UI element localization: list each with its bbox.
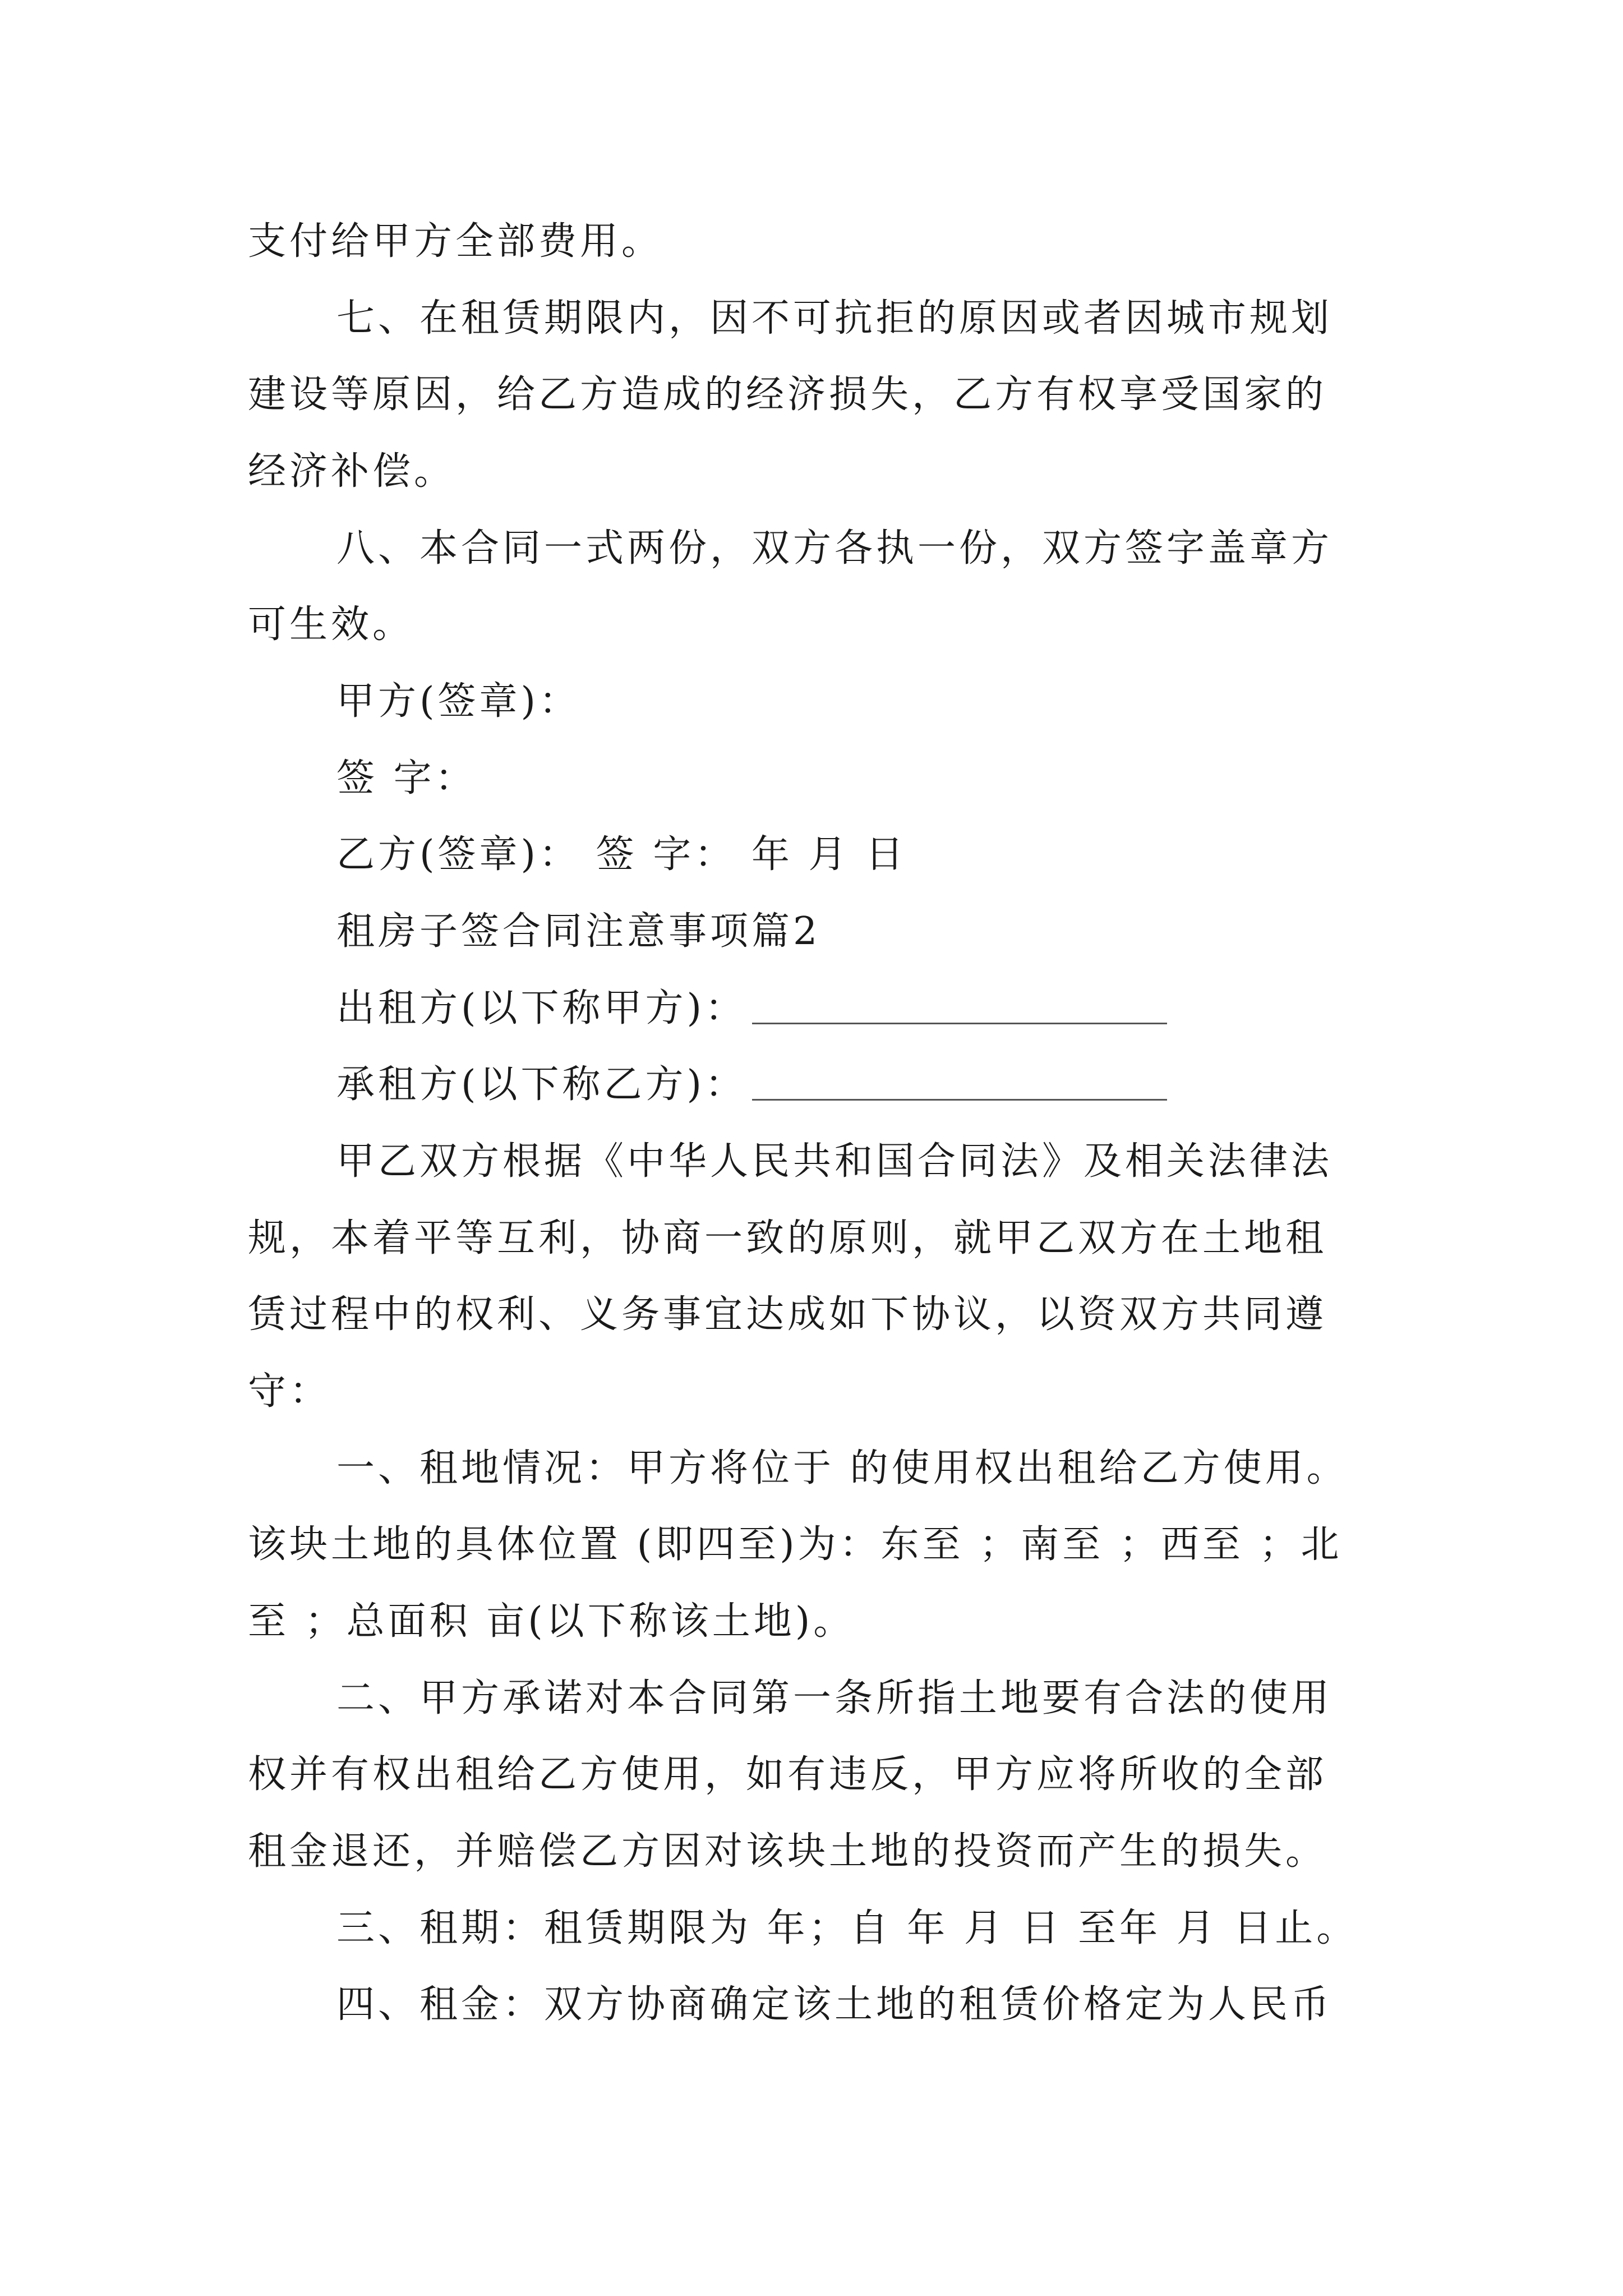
lessor-line [336, 983, 1167, 1034]
article-1-line-1: 一、租地情况：甲方将位于 的使用权出租给乙方使用。 [336, 1446, 1348, 1490]
clause-7-line-3: 经济补偿。 [248, 449, 456, 494]
article-2-line-1: 二、甲方承诺对本合同第一条所指土地要有合法的使用 [336, 1676, 1333, 1720]
clause-8-line-2: 可生效。 [248, 602, 414, 647]
article-3-line-1: 三、租期：租赁期限为 年；自 年 月 日 至年 月 日止。 [336, 1906, 1358, 1950]
party-a-seal-line: 甲方(签章)： [336, 679, 581, 724]
clause-7-line-2: 建设等原因，给乙方造成的经济损失，乙方有权享受国家的 [248, 372, 1327, 417]
article-2-line-3: 租金退还，并赔偿乙方因对该块土地的投资而产生的损失。 [248, 1829, 1327, 1874]
lessee-label: 承租方(以下称乙方)： [336, 1062, 747, 1107]
lessee-line [336, 1059, 1167, 1111]
signature-line: 签 字： [336, 756, 477, 800]
preamble-line-1: 甲乙双方根据《中华人民共和国合同法》及相关法律法 [336, 1139, 1333, 1184]
party-b-seal-line: 乙方(签章)： 签 字： 年 月 日 [336, 832, 907, 877]
clause-8-line-1: 八、本合同一式两份，双方各执一份，双方签字盖章方 [336, 526, 1333, 570]
lessor-label: 出租方(以下称甲方)： [336, 986, 747, 1030]
lessee-blank-field [752, 1098, 1167, 1101]
lessor-blank-field [752, 1022, 1167, 1024]
section-heading: 租房子签合同注意事项篇2 [336, 909, 821, 954]
article-2-line-2: 权并有权出租给乙方使用，如有违反，甲方应将所收的全部 [248, 1752, 1327, 1797]
article-1-line-2: 该块土地的具体位置 (即四至)为：东至 ；南至 ；西至 ；北 [248, 1522, 1343, 1567]
preamble-line-4: 守： [248, 1369, 331, 1414]
text-line: 支付给甲方全部费用。 [248, 219, 663, 264]
article-1-line-3: 至 ；总面积 亩(以下称该土地)。 [248, 1599, 855, 1644]
article-4-line-1: 四、租金：双方协商确定该土地的租赁价格定为人民币 [336, 1982, 1333, 2027]
preamble-line-2: 规，本着平等互利，协商一致的原则，就甲乙双方在土地租 [248, 1216, 1327, 1260]
preamble-line-3: 赁过程中的权利、义务事宜达成如下协议，以资双方共同遵 [248, 1292, 1327, 1337]
clause-7-line-1: 七、在租赁期限内，因不可抗拒的原因或者因城市规划 [336, 296, 1333, 341]
